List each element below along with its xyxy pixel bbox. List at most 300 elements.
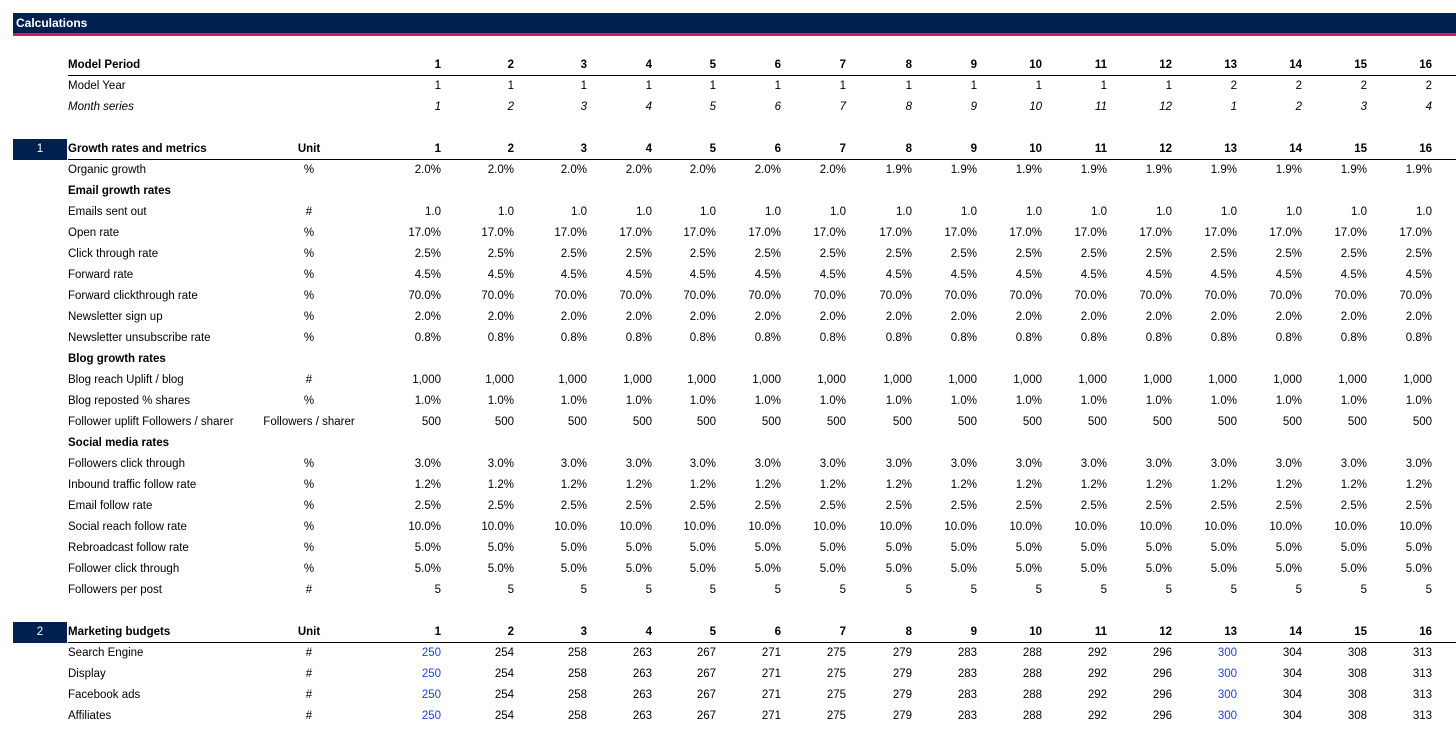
value-cell[interactable]: 0.8% <box>754 332 781 344</box>
value-cell[interactable]: 4.5% <box>754 269 781 281</box>
value-cell[interactable]: 0.8% <box>1015 332 1042 344</box>
value-cell[interactable]: 2.5% <box>560 248 587 260</box>
value-cell[interactable]: 5.0% <box>950 542 977 554</box>
value-cell[interactable]: 1,000 <box>1208 374 1237 386</box>
period-header-cell[interactable]: 4 <box>645 143 652 155</box>
value-cell[interactable]: 10.0% <box>1009 521 1042 533</box>
value-cell[interactable]: 1.9% <box>950 164 977 176</box>
value-cell[interactable]: 0.8% <box>487 332 514 344</box>
model-year-cell[interactable]: 2 <box>1425 80 1432 92</box>
model-year-cell[interactable]: 1 <box>905 80 912 92</box>
value-cell[interactable]: 1,000 <box>1143 374 1172 386</box>
value-cell[interactable]: 5.0% <box>1275 542 1302 554</box>
model-year-cell[interactable]: 1 <box>774 80 781 92</box>
value-cell[interactable]: 2.5% <box>819 248 846 260</box>
period-header-cell[interactable]: 7 <box>839 59 846 71</box>
value-cell[interactable]: 2.5% <box>950 500 977 512</box>
row-label[interactable]: Forward clickthrough rate <box>68 290 198 302</box>
period-header-cell[interactable]: 3 <box>580 626 587 638</box>
value-cell[interactable]: 1.2% <box>950 479 977 491</box>
value-cell[interactable]: 2.0% <box>754 164 781 176</box>
value-cell[interactable]: 70.0% <box>408 290 441 302</box>
value-cell[interactable]: 1.9% <box>1145 164 1172 176</box>
unit-cell[interactable]: % <box>303 563 315 575</box>
value-cell[interactable]: 5.0% <box>1340 563 1367 575</box>
month-series-cell[interactable]: 7 <box>839 101 846 113</box>
value-cell[interactable]: 500 <box>957 416 977 428</box>
value-cell[interactable]: 3.0% <box>1340 458 1367 470</box>
value-cell[interactable]: 1,000 <box>1078 374 1107 386</box>
value-cell[interactable]: 258 <box>567 689 587 701</box>
value-cell[interactable]: 5 <box>1100 584 1107 596</box>
period-header-cell[interactable]: 13 <box>1224 59 1237 71</box>
value-cell[interactable]: 1,000 <box>883 374 912 386</box>
value-cell[interactable]: 283 <box>957 647 977 659</box>
value-cell[interactable]: 10.0% <box>944 521 977 533</box>
value-cell[interactable]: 254 <box>494 668 514 680</box>
value-cell[interactable]: 1.2% <box>1405 479 1432 491</box>
value-cell[interactable]: 1.0% <box>1405 395 1432 407</box>
value-cell[interactable]: 1.2% <box>625 479 652 491</box>
period-header-cell[interactable]: 1 <box>434 59 441 71</box>
value-cell[interactable]: 1.0% <box>1145 395 1172 407</box>
value-cell[interactable]: 300 <box>1217 647 1237 659</box>
value-cell[interactable]: 10.0% <box>1399 521 1432 533</box>
value-cell[interactable]: 1.9% <box>1210 164 1237 176</box>
value-cell[interactable]: 3.0% <box>1015 458 1042 470</box>
value-cell[interactable]: 4.5% <box>950 269 977 281</box>
value-cell[interactable]: 1.0% <box>1340 395 1367 407</box>
value-cell[interactable]: 3.0% <box>1210 458 1237 470</box>
value-cell[interactable]: 5.0% <box>1145 542 1172 554</box>
value-cell[interactable]: 5 <box>1035 584 1042 596</box>
value-cell[interactable]: 5.0% <box>819 563 846 575</box>
value-cell[interactable]: 1.0% <box>414 395 441 407</box>
value-cell[interactable]: 500 <box>1282 416 1302 428</box>
value-cell[interactable]: 17.0% <box>1399 227 1432 239</box>
value-cell[interactable]: 304 <box>1282 668 1302 680</box>
value-cell[interactable]: 1.2% <box>560 479 587 491</box>
value-cell[interactable]: 500 <box>826 416 846 428</box>
model-year-cell[interactable]: 1 <box>580 80 587 92</box>
value-cell[interactable]: 1,000 <box>1403 374 1432 386</box>
value-cell[interactable]: 500 <box>1217 416 1237 428</box>
value-cell[interactable]: 1.2% <box>1275 479 1302 491</box>
value-cell[interactable]: 5 <box>905 584 912 596</box>
model-year-cell[interactable]: 1 <box>1035 80 1042 92</box>
model-year-cell[interactable]: 1 <box>839 80 846 92</box>
month-series-cell[interactable]: 5 <box>709 101 716 113</box>
value-cell[interactable]: 275 <box>826 710 846 722</box>
period-header-cell[interactable]: 14 <box>1289 143 1302 155</box>
value-cell[interactable]: 2.0% <box>819 164 846 176</box>
value-cell[interactable]: 2.5% <box>414 248 441 260</box>
value-cell[interactable]: 3.0% <box>885 458 912 470</box>
value-cell[interactable]: 1.0 <box>1156 206 1172 218</box>
value-cell[interactable]: 1.2% <box>414 479 441 491</box>
unit-header[interactable]: Unit <box>297 143 321 155</box>
value-cell[interactable]: 500 <box>892 416 912 428</box>
unit-cell[interactable]: % <box>303 290 315 302</box>
period-header-cell[interactable]: 8 <box>905 143 912 155</box>
value-cell[interactable]: 1.9% <box>1275 164 1302 176</box>
value-cell[interactable]: 70.0% <box>481 290 514 302</box>
value-cell[interactable]: 267 <box>696 668 716 680</box>
value-cell[interactable]: 4.5% <box>819 269 846 281</box>
period-header-cell[interactable]: 14 <box>1289 626 1302 638</box>
value-cell[interactable]: 250 <box>421 689 441 701</box>
value-cell[interactable]: 5 <box>645 584 652 596</box>
value-cell[interactable]: 3.0% <box>414 458 441 470</box>
value-cell[interactable]: 3.0% <box>560 458 587 470</box>
value-cell[interactable]: 5 <box>1360 584 1367 596</box>
value-cell[interactable]: 2.5% <box>1275 500 1302 512</box>
unit-cell[interactable]: # <box>305 710 313 722</box>
period-header-cell[interactable]: 4 <box>645 626 652 638</box>
period-header-cell[interactable]: 3 <box>580 143 587 155</box>
value-cell[interactable]: 2.0% <box>1340 311 1367 323</box>
value-cell[interactable]: 17.0% <box>683 227 716 239</box>
value-cell[interactable]: 5.0% <box>487 563 514 575</box>
row-label[interactable]: Social reach follow rate <box>68 521 187 533</box>
value-cell[interactable]: 0.8% <box>560 332 587 344</box>
value-cell[interactable]: 2.5% <box>1145 500 1172 512</box>
value-cell[interactable]: 304 <box>1282 647 1302 659</box>
value-cell[interactable]: 2.0% <box>950 311 977 323</box>
value-cell[interactable]: 263 <box>632 689 652 701</box>
period-header-cell[interactable]: 6 <box>774 626 781 638</box>
value-cell[interactable]: 5 <box>507 584 514 596</box>
value-cell[interactable]: 5.0% <box>625 563 652 575</box>
value-cell[interactable]: 5.0% <box>487 542 514 554</box>
period-header-cell[interactable]: 12 <box>1159 143 1172 155</box>
value-cell[interactable]: 2.5% <box>414 500 441 512</box>
value-cell[interactable]: 5 <box>1230 584 1237 596</box>
value-cell[interactable]: 1.0% <box>885 395 912 407</box>
value-cell[interactable]: 313 <box>1412 668 1432 680</box>
month-series-cell[interactable]: 2 <box>507 101 514 113</box>
row-label[interactable]: Open rate <box>68 227 120 239</box>
value-cell[interactable]: 2.0% <box>1405 311 1432 323</box>
value-cell[interactable]: 5 <box>774 584 781 596</box>
value-cell[interactable]: 10.0% <box>481 521 514 533</box>
value-cell[interactable]: 1.0% <box>1015 395 1042 407</box>
value-cell[interactable]: 5.0% <box>1405 542 1432 554</box>
value-cell[interactable]: 70.0% <box>879 290 912 302</box>
value-cell[interactable]: 267 <box>696 689 716 701</box>
value-cell[interactable]: 0.8% <box>414 332 441 344</box>
value-cell[interactable]: 4.5% <box>560 269 587 281</box>
period-header-cell[interactable]: 11 <box>1094 626 1107 638</box>
value-cell[interactable]: 500 <box>567 416 587 428</box>
value-cell[interactable]: 70.0% <box>619 290 652 302</box>
value-cell[interactable]: 500 <box>1412 416 1432 428</box>
period-header-cell[interactable]: 10 <box>1029 626 1042 638</box>
unit-cell[interactable]: # <box>305 584 313 596</box>
period-header-cell[interactable]: 16 <box>1419 143 1432 155</box>
row-label[interactable]: Follower click through <box>68 563 180 575</box>
value-cell[interactable]: 1.9% <box>1340 164 1367 176</box>
value-cell[interactable]: 2.5% <box>625 500 652 512</box>
value-cell[interactable]: 5 <box>1165 584 1172 596</box>
value-cell[interactable]: 1.2% <box>1145 479 1172 491</box>
value-cell[interactable]: 2.5% <box>950 248 977 260</box>
row-label[interactable]: Blog reposted % shares <box>68 395 191 407</box>
value-cell[interactable]: 17.0% <box>408 227 441 239</box>
value-cell[interactable]: 5.0% <box>1275 563 1302 575</box>
value-cell[interactable]: 5.0% <box>560 563 587 575</box>
value-cell[interactable]: 500 <box>494 416 514 428</box>
value-cell[interactable]: 2.5% <box>1080 500 1107 512</box>
value-cell[interactable]: 296 <box>1152 689 1172 701</box>
section-title[interactable]: Growth rates and metrics <box>68 143 207 155</box>
value-cell[interactable]: 263 <box>632 668 652 680</box>
value-cell[interactable]: 5.0% <box>1145 563 1172 575</box>
value-cell[interactable]: 1.9% <box>1405 164 1432 176</box>
period-header-cell[interactable]: 2 <box>507 59 514 71</box>
value-cell[interactable]: 1.0% <box>487 395 514 407</box>
value-cell[interactable]: 1.0% <box>1210 395 1237 407</box>
value-cell[interactable]: 1,000 <box>485 374 514 386</box>
month-series-cell[interactable]: 6 <box>774 101 781 113</box>
value-cell[interactable]: 5.0% <box>754 542 781 554</box>
value-cell[interactable]: 1.9% <box>1080 164 1107 176</box>
value-cell[interactable]: 3.0% <box>625 458 652 470</box>
value-cell[interactable]: 2.5% <box>560 500 587 512</box>
value-cell[interactable]: 5.0% <box>689 563 716 575</box>
value-cell[interactable]: 2.5% <box>487 500 514 512</box>
value-cell[interactable]: 5 <box>839 584 846 596</box>
value-cell[interactable]: 4.5% <box>487 269 514 281</box>
value-cell[interactable]: 2.0% <box>487 164 514 176</box>
value-cell[interactable]: 70.0% <box>813 290 846 302</box>
row-label[interactable]: Search Engine <box>68 647 144 659</box>
value-cell[interactable]: 2.0% <box>625 164 652 176</box>
value-cell[interactable]: 300 <box>1217 689 1237 701</box>
period-header-cell[interactable]: 9 <box>970 626 977 638</box>
month-series-cell[interactable]: 1 <box>1230 101 1237 113</box>
value-cell[interactable]: 2.5% <box>1405 248 1432 260</box>
value-cell[interactable]: 279 <box>892 710 912 722</box>
month-series-cell[interactable]: 3 <box>580 101 587 113</box>
value-cell[interactable]: 279 <box>892 647 912 659</box>
value-cell[interactable]: 1.0 <box>1221 206 1237 218</box>
value-cell[interactable]: 2.0% <box>1015 311 1042 323</box>
month-series-cell[interactable]: 1 <box>434 101 441 113</box>
period-header-cell[interactable]: 9 <box>970 143 977 155</box>
value-cell[interactable]: 2.0% <box>1210 311 1237 323</box>
value-cell[interactable]: 10.0% <box>683 521 716 533</box>
value-cell[interactable]: 0.8% <box>885 332 912 344</box>
value-cell[interactable]: 10.0% <box>408 521 441 533</box>
value-cell[interactable]: 5.0% <box>819 542 846 554</box>
model-year-cell[interactable]: 1 <box>434 80 441 92</box>
value-cell[interactable]: 250 <box>421 668 441 680</box>
value-cell[interactable]: 70.0% <box>1074 290 1107 302</box>
value-cell[interactable]: 275 <box>826 689 846 701</box>
value-cell[interactable]: 2.5% <box>885 248 912 260</box>
period-header-cell[interactable]: 2 <box>507 143 514 155</box>
value-cell[interactable]: 17.0% <box>748 227 781 239</box>
value-cell[interactable]: 288 <box>1022 710 1042 722</box>
value-cell[interactable]: 1.0 <box>700 206 716 218</box>
period-header-cell[interactable]: 6 <box>774 143 781 155</box>
value-cell[interactable]: 5.0% <box>754 563 781 575</box>
value-cell[interactable]: 1.0% <box>689 395 716 407</box>
value-cell[interactable]: 258 <box>567 668 587 680</box>
row-label[interactable]: Followers per post <box>68 584 162 596</box>
value-cell[interactable]: 3.0% <box>1145 458 1172 470</box>
value-cell[interactable]: 296 <box>1152 647 1172 659</box>
value-cell[interactable]: 5.0% <box>1080 563 1107 575</box>
value-cell[interactable]: 10.0% <box>1139 521 1172 533</box>
row-label[interactable]: Rebroadcast follow rate <box>68 542 189 554</box>
value-cell[interactable]: 267 <box>696 710 716 722</box>
value-cell[interactable]: 3.0% <box>487 458 514 470</box>
value-cell[interactable]: 300 <box>1217 710 1237 722</box>
month-series-cell[interactable]: 10 <box>1029 101 1042 113</box>
value-cell[interactable]: 2.5% <box>1275 248 1302 260</box>
value-cell[interactable]: 0.8% <box>625 332 652 344</box>
value-cell[interactable]: 17.0% <box>879 227 912 239</box>
period-header-cell[interactable]: 11 <box>1094 143 1107 155</box>
value-cell[interactable]: 500 <box>421 416 441 428</box>
value-cell[interactable]: 250 <box>421 647 441 659</box>
value-cell[interactable]: 17.0% <box>1204 227 1237 239</box>
subsection-heading[interactable]: Social media rates <box>68 437 169 449</box>
value-cell[interactable]: 17.0% <box>554 227 587 239</box>
unit-header[interactable]: Unit <box>297 626 321 638</box>
row-label[interactable]: Click through rate <box>68 248 159 260</box>
value-cell[interactable]: 5.0% <box>625 542 652 554</box>
value-cell[interactable]: 1.2% <box>885 479 912 491</box>
value-cell[interactable]: 500 <box>1087 416 1107 428</box>
period-header-cell[interactable]: 13 <box>1224 143 1237 155</box>
value-cell[interactable]: 263 <box>632 647 652 659</box>
value-cell[interactable]: 5.0% <box>950 563 977 575</box>
month-series-cell[interactable]: 4 <box>645 101 652 113</box>
value-cell[interactable]: 2.5% <box>1080 248 1107 260</box>
value-cell[interactable]: 288 <box>1022 668 1042 680</box>
value-cell[interactable]: 2.0% <box>689 311 716 323</box>
value-cell[interactable]: 2.5% <box>754 500 781 512</box>
row-label[interactable]: Newsletter sign up <box>68 311 163 323</box>
value-cell[interactable]: 279 <box>892 689 912 701</box>
value-cell[interactable]: 1.0 <box>830 206 846 218</box>
value-cell[interactable]: 1.0% <box>950 395 977 407</box>
value-cell[interactable]: 4.5% <box>689 269 716 281</box>
model-year-cell[interactable]: 2 <box>1295 80 1302 92</box>
period-header-cell[interactable]: 5 <box>709 143 716 155</box>
value-cell[interactable]: 2.0% <box>560 164 587 176</box>
subsection-heading[interactable]: Blog growth rates <box>68 353 166 365</box>
value-cell[interactable]: 1,000 <box>752 374 781 386</box>
model-year-cell[interactable]: 1 <box>709 80 716 92</box>
value-cell[interactable]: 2.0% <box>1080 311 1107 323</box>
value-cell[interactable]: 292 <box>1087 689 1107 701</box>
unit-cell[interactable]: % <box>303 227 315 239</box>
unit-cell[interactable]: % <box>303 479 315 491</box>
value-cell[interactable]: 10.0% <box>554 521 587 533</box>
period-header-cell[interactable]: 1 <box>434 626 441 638</box>
value-cell[interactable]: 1,000 <box>1338 374 1367 386</box>
row-label[interactable]: Organic growth <box>68 164 146 176</box>
unit-cell[interactable]: % <box>303 311 315 323</box>
value-cell[interactable]: 254 <box>494 710 514 722</box>
value-cell[interactable]: 254 <box>494 689 514 701</box>
value-cell[interactable]: 2.5% <box>487 248 514 260</box>
value-cell[interactable]: 5 <box>580 584 587 596</box>
value-cell[interactable]: 2.5% <box>1015 500 1042 512</box>
value-cell[interactable]: 5.0% <box>689 542 716 554</box>
value-cell[interactable]: 17.0% <box>1139 227 1172 239</box>
value-cell[interactable]: 258 <box>567 710 587 722</box>
value-cell[interactable]: 1.2% <box>754 479 781 491</box>
value-cell[interactable]: 2.5% <box>1145 248 1172 260</box>
value-cell[interactable]: 1.0% <box>819 395 846 407</box>
value-cell[interactable]: 313 <box>1412 647 1432 659</box>
value-cell[interactable]: 0.8% <box>819 332 846 344</box>
value-cell[interactable]: 4.5% <box>1015 269 1042 281</box>
value-cell[interactable]: 288 <box>1022 689 1042 701</box>
period-header-cell[interactable]: 8 <box>905 59 912 71</box>
value-cell[interactable]: 1.0% <box>754 395 781 407</box>
unit-cell[interactable]: % <box>303 395 315 407</box>
unit-cell[interactable]: % <box>303 248 315 260</box>
value-cell[interactable]: 10.0% <box>813 521 846 533</box>
value-cell[interactable]: 0.8% <box>950 332 977 344</box>
unit-cell[interactable]: % <box>303 269 315 281</box>
value-cell[interactable]: 4.5% <box>1210 269 1237 281</box>
value-cell[interactable]: 1.2% <box>1015 479 1042 491</box>
value-cell[interactable]: 1,000 <box>948 374 977 386</box>
value-cell[interactable]: 2.5% <box>819 500 846 512</box>
period-header-cell[interactable]: 9 <box>970 59 977 71</box>
value-cell[interactable]: 2.0% <box>754 311 781 323</box>
period-header-cell[interactable]: 15 <box>1354 626 1367 638</box>
value-cell[interactable]: 4.5% <box>1340 269 1367 281</box>
value-cell[interactable]: 17.0% <box>813 227 846 239</box>
period-header-cell[interactable]: 5 <box>709 626 716 638</box>
value-cell[interactable]: 288 <box>1022 647 1042 659</box>
value-cell[interactable]: 500 <box>1347 416 1367 428</box>
value-cell[interactable]: 0.8% <box>689 332 716 344</box>
value-cell[interactable]: 70.0% <box>1334 290 1367 302</box>
row-label[interactable]: Model Year <box>68 80 126 92</box>
value-cell[interactable]: 283 <box>957 710 977 722</box>
period-header-cell[interactable]: 4 <box>645 59 652 71</box>
section-title[interactable]: Marketing budgets <box>68 626 171 638</box>
value-cell[interactable]: 17.0% <box>1269 227 1302 239</box>
value-cell[interactable]: 2.5% <box>1405 500 1432 512</box>
value-cell[interactable]: 5 <box>434 584 441 596</box>
unit-cell[interactable]: % <box>303 542 315 554</box>
value-cell[interactable]: 1.0 <box>425 206 441 218</box>
value-cell[interactable]: 500 <box>761 416 781 428</box>
value-cell[interactable]: 1,000 <box>1273 374 1302 386</box>
value-cell[interactable]: 296 <box>1152 710 1172 722</box>
period-header-cell[interactable]: 6 <box>774 59 781 71</box>
period-header-cell[interactable]: 1 <box>434 143 441 155</box>
unit-cell[interactable]: % <box>303 458 315 470</box>
value-cell[interactable]: 2.5% <box>1015 248 1042 260</box>
value-cell[interactable]: 5.0% <box>1015 563 1042 575</box>
value-cell[interactable]: 2.0% <box>625 311 652 323</box>
value-cell[interactable]: 3.0% <box>689 458 716 470</box>
value-cell[interactable]: 304 <box>1282 689 1302 701</box>
value-cell[interactable]: 5.0% <box>1080 542 1107 554</box>
value-cell[interactable]: 1.9% <box>1015 164 1042 176</box>
